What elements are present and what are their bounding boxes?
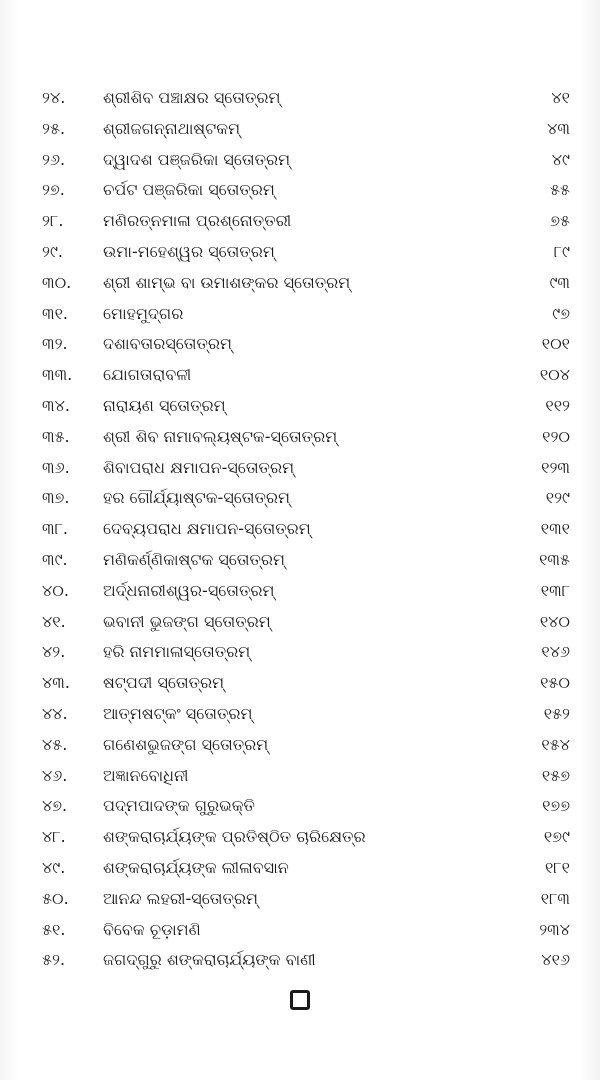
toc-entry (0, 83, 600, 114)
toc-entry (0, 884, 600, 915)
entry-page-number: ୪୧ (551, 88, 570, 107)
entry-number: ୫୦. (42, 888, 69, 908)
entry-number: ୨୯. (42, 241, 64, 261)
toc-entry (0, 791, 600, 822)
entry-number: ୪୪. (42, 703, 68, 723)
entry-page-number: ୧୨୦ (542, 426, 570, 446)
entry-number: ୨୪. (42, 88, 66, 107)
toc-entry (0, 607, 600, 638)
entry-page-number: ୧୦୪ (539, 365, 570, 385)
toc-entry (0, 637, 600, 668)
entry-number: ୫୨. (42, 950, 66, 970)
entry-page-number: ୯୭ (552, 303, 570, 323)
entry-number: ୪୮. (42, 827, 66, 847)
entry-number: ୪୨. (42, 642, 66, 662)
entry-title: ଉମା-ମହେଶ୍ୱର ସ୍ତୋତ୍ରମ୍ (103, 241, 275, 261)
toc-entry (0, 545, 600, 576)
toc-entry (0, 822, 600, 853)
entry-page-number: ୫୫ (550, 180, 570, 200)
entry-title: ମଣିକର୍ଣ୍ଣିକାଷ୍ଟକ ସ୍ତୋତ୍ରମ୍ (103, 549, 286, 569)
toc-entry (0, 945, 600, 976)
entry-number: ୩୪. (42, 395, 70, 415)
entry-title: ଅର୍ଦ୍ଧନାରୀଶ୍ୱର-ସ୍ତୋତ୍ରମ୍ (103, 580, 275, 600)
entry-title: ଆତ୍ମଷଟ୍‌କଂ ସ୍ତୋତ୍ରମ୍ (103, 703, 253, 723)
entry-number: ୩୧. (42, 303, 68, 323)
entry-number: ୪୧. (42, 611, 66, 631)
entry-page-number: ୧୧୨ (545, 395, 570, 415)
entry-title: ଶଙ୍କରାଚାର୍ଯ୍ୟଙ୍କ ଲୀଳାବସାନ (103, 857, 289, 877)
entry-title: ଦେବ୍ୟପରାଧ କ୍ଷମାପନ-ସ୍ତୋତ୍ରମ୍ (103, 519, 311, 539)
entry-page-number: ୪୩ (547, 118, 570, 138)
entry-page-number: ୪୧୬ (541, 950, 570, 970)
toc-entry (0, 391, 600, 422)
entry-number: ୨୮. (42, 211, 64, 231)
entry-number: ୩୦. (42, 272, 72, 292)
entry-number: ୪୯. (42, 857, 66, 877)
entry-page-number: ୧୩୧ (540, 519, 570, 539)
entry-page-number: ୧୭୭ (542, 796, 570, 816)
entry-number: ୪୦. (42, 580, 69, 600)
entry-page-number: ୧୭୯ (543, 827, 570, 847)
entry-page-number: ୧୫୭ (541, 765, 570, 785)
toc-entry (0, 360, 600, 391)
entry-number: ୨୬. (42, 149, 66, 169)
toc-entry (0, 299, 600, 330)
toc-entry (0, 114, 600, 145)
entry-page-number: ୨୩୪ (539, 919, 570, 939)
entry-page-number: ୧୫୪ (541, 734, 570, 754)
entry-number: ୩୫. (42, 426, 70, 446)
entry-number: ୪୩. (42, 673, 70, 693)
entry-page-number: ୧୦୧ (541, 334, 570, 354)
entry-page-number: ୧୩୮ (540, 580, 570, 600)
entry-title: ଆନନ୍ଦ ଲହରୀ-ସ୍ତୋତ୍ରମ୍ (103, 888, 258, 908)
entry-page-number: ୧୫୦ (540, 673, 570, 693)
end-of-section-square-icon (290, 990, 310, 1010)
entry-number: ୩୩. (42, 365, 73, 385)
entry-title: ଅଜ୍ଞାନବୋଧିନୀ (103, 765, 189, 785)
entry-number: ୩୮. (42, 519, 69, 539)
entry-title: ଷଟ୍‌ପଦୀ ସ୍ତୋତ୍ରମ୍ (103, 673, 225, 693)
toc-entry (0, 422, 600, 453)
entry-title: ଗଣେଶଭୁଜଙ୍ଗ ସ୍ତୋତ୍ରମ୍ (103, 734, 269, 754)
entry-title: ଶ୍ରୀଜଗନ୍ନାଥାଷ୍ଟକମ୍ (103, 118, 241, 138)
toc-entry (0, 668, 600, 699)
entry-page-number: ୧୪୬ (541, 642, 570, 662)
entry-number: ୫୧. (42, 919, 66, 939)
entry-title: ଦଶାବତାରସ୍ତୋତ୍ରମ୍ (103, 334, 232, 354)
entry-page-number: ୮୯ (553, 241, 570, 261)
entry-page-number: ୧୮୧ (544, 857, 570, 877)
entry-number: ୪୭. (42, 796, 68, 816)
toc-entry (0, 329, 600, 360)
entry-title: ଚର୍ପଟ ପଞ୍ଜରିକା ସ୍ତୋତ୍ରମ୍ (103, 180, 275, 200)
entry-page-number: ୪୯ (551, 149, 570, 169)
entry-title: ଶ୍ରୀଶିବ ପଞ୍ଚାକ୍ଷର ସ୍ତୋତ୍ରମ୍ (103, 88, 281, 107)
entry-title: ମୋହମୁଦ୍‌ଗର (103, 303, 184, 323)
entry-title: ଶ୍ରୀ ଶିବ ନାମାବଲ୍ୟଷ୍ଟକ-ସ୍ତୋତ୍ରମ୍ (103, 426, 338, 446)
entry-number: ୩୯. (42, 549, 68, 569)
toc-entry (0, 730, 600, 761)
toc-entry (0, 175, 600, 206)
entry-title: ଶ୍ରୀ ଶାମ୍ଭ ବା ଉମାଶଙ୍କର ସ୍ତୋତ୍ରମ୍ (103, 272, 351, 292)
toc-entry (0, 453, 600, 484)
entry-page-number: ୧୩୫ (539, 549, 570, 569)
entry-page-number: ୧୫୨ (543, 703, 570, 723)
entry-title: ମଣିରତ୍ନମାଳା ପ୍ରଶ୍ନୋତ୍ତରୀ (103, 211, 292, 231)
toc-entry (0, 237, 600, 268)
entry-page-number: ୧୮୩ (540, 888, 570, 908)
toc-entry (0, 853, 600, 884)
entry-title: ହର ଗୌର୍ଯ୍ୟାଷ୍ଟକ-ସ୍ତୋତ୍ରମ୍ (103, 488, 291, 508)
entry-title: ଶିବାପରାଧ କ୍ଷମାପନ-ସ୍ତୋତ୍ରମ୍ (103, 457, 295, 477)
entry-title: ଶଙ୍କରାଚାର୍ଯ୍ୟଙ୍କ ପ୍ରତିଷ୍ଠିତ ଚାରିକ୍ଷେତ୍ର (103, 827, 366, 847)
entry-page-number: ୧୨୯ (545, 488, 570, 508)
entry-title: ଭବାନୀ ଭୁଜଙ୍ଗ ସ୍ତୋତ୍ରମ୍ (103, 611, 271, 631)
entry-page-number: ୧୪୦ (539, 611, 570, 631)
toc-entry (0, 483, 600, 514)
entry-number: ୩୬. (42, 457, 70, 477)
entry-number: ୨୭. (42, 180, 65, 200)
toc-entry (0, 699, 600, 730)
entry-title: ପଦ୍ମପାଦଙ୍କ ଗୁରୁଭକ୍ତି (103, 796, 255, 816)
entry-number: ୨୫. (42, 118, 66, 138)
entry-page-number: ୧୨୩ (541, 457, 570, 477)
entry-number: ୩୨. (42, 334, 68, 354)
toc-entry (0, 206, 600, 237)
toc-entry (0, 761, 600, 792)
entry-title: ଦ୍ୱାଦଶ ପଞ୍ଜରିକା ସ୍ତୋତ୍ରମ୍ (103, 149, 291, 169)
entry-page-number: ୯୩ (549, 272, 570, 292)
table-of-contents (0, 83, 600, 976)
toc-entry (0, 915, 600, 946)
toc-entry (0, 268, 600, 299)
toc-entry (0, 145, 600, 176)
entry-title: ହରି ନାମମାଳାସ୍ତୋତ୍ରମ୍ (103, 642, 251, 662)
entry-title: ଯୋଗତାରାବଳୀ (103, 365, 192, 385)
entry-number: ୪୫. (42, 734, 68, 754)
entry-title: ଜଗଦ୍‌ଗୁରୁ ଶଙ୍କରାଚାର୍ଯ୍ୟଙ୍କ ବାଣୀ (103, 950, 316, 970)
entry-number: ୩୭. (42, 488, 70, 508)
entry-number: ୪୬. (42, 765, 68, 785)
entry-title: ବିବେକ ଚୂଡ଼ାମଣି (103, 919, 201, 939)
toc-entry (0, 514, 600, 545)
entry-title: ନାରାୟଣ ସ୍ତୋତ୍ରମ୍ (103, 395, 226, 415)
entry-page-number: ୭୫ (550, 211, 570, 231)
toc-entry (0, 576, 600, 607)
